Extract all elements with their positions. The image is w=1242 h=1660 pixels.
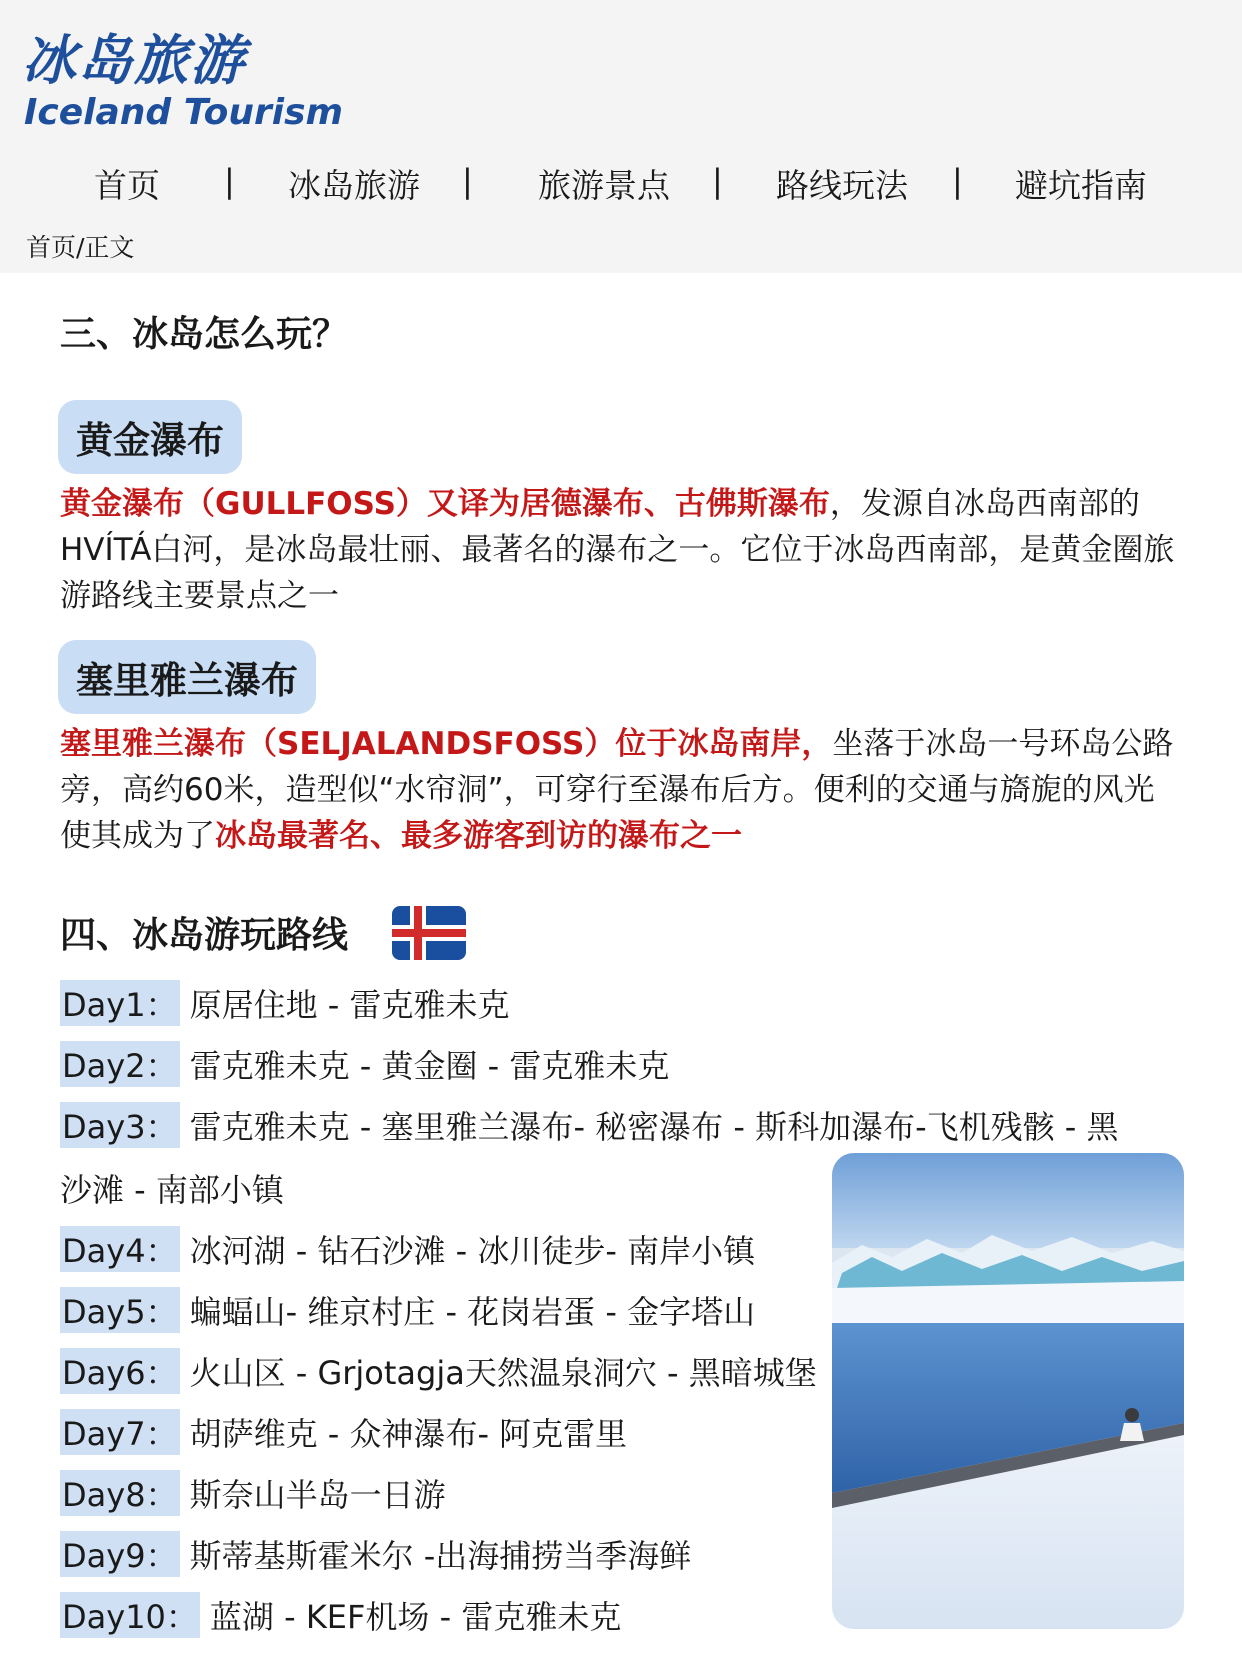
route-day-label: Day9： [60,1531,180,1577]
route-text: 雷克雅未克 - 塞里雅兰瀑布- 秘密瀑布 - 斯科加瀑布-飞机残骸 - 黑 [189,1108,1119,1146]
route-text: 冰河湖 - 钻石沙滩 - 冰川徒步- 南岸小镇 [189,1232,756,1270]
spot-text: ，发源自冰岛西南部的HVÍTÁ白河，是冰岛最壮丽、最著名的瀑布之一。它位于冰岛西南部，是黄金圈旅游路线主要景点之一 [60,486,1175,614]
nav-separator: | [952,162,963,200]
route-item-day5 [60,1287,755,1333]
spot-description-gullfoss [60,481,1185,619]
route-day-label: Day1： [60,980,180,1026]
route-day3-continued: 沙滩 - 南部小镇 [60,1171,284,1209]
route-day-label: Day6： [60,1348,180,1394]
route-day-label: Day2： [60,1041,180,1087]
spot-tag-seljalandsfoss: 塞里雅兰瀑布 [58,640,316,714]
spot-highlight: 黄金瀑布（GULLFOSS）又译为居德瀑布、古佛斯瀑布 [60,486,830,522]
spot-text: 坐落于冰岛一号环岛公路旁，高约60米，造型似“水帘洞”，可穿行至瀑布后方。便利的交通与旖旎的风光使其成为了 [60,726,1174,854]
spot-description-seljalandsfoss [60,721,1185,859]
route-day-label: Day3： [60,1102,180,1148]
nav-separator: | [712,162,723,200]
route-day-label: Day4： [60,1226,180,1272]
spot-highlight: 塞里雅兰瀑布（SELJALANDSFOSS）位于冰岛南岸， [60,726,833,762]
route-day-label: Day5： [60,1287,180,1333]
route-item-day3 [60,1102,1119,1148]
spot-tag-gullfoss: 黄金瀑布 [58,400,242,474]
route-item-day7 [60,1409,627,1455]
route-text: 斯奈山半岛一日游 [189,1476,446,1514]
route-item-day9 [60,1531,691,1577]
route-day-label: Day8： [60,1470,180,1516]
route-item-day4 [60,1226,755,1272]
route-text: 蓝湖 - KEF机场 - 雷克雅未克 [209,1598,622,1636]
route-text: 斯蒂基斯霍米尔 -出海捕捞当季海鲜 [189,1537,692,1575]
route-text: 蝙蝠山- 维京村庄 - 花岗岩蛋 - 金字塔山 [189,1293,756,1331]
route-text: 火山区 - Grjotagja天然温泉洞穴 - 黑暗城堡 [189,1354,817,1392]
section-heading-routes: 四、冰岛游玩路线 [60,915,349,956]
nav-item-routes[interactable]: 路线玩法 [776,166,908,205]
site-header [0,0,1242,273]
route-item-day6 [60,1348,817,1394]
site-title-en[interactable]: Iceland Tourism [24,92,344,133]
breadcrumb[interactable]: 首页/正文 [26,233,135,262]
spot-highlight: 冰岛最著名、最多游客到访的瀑布之一 [215,818,742,854]
route-item-day2 [60,1041,669,1087]
nav-separator: | [224,162,235,200]
route-item-day1 [60,980,509,1026]
site-title-cn[interactable]: 冰岛旅游 [22,29,246,92]
route-item-day10 [60,1592,621,1638]
route-text: 雷克雅未克 - 黄金圈 - 雷克雅未克 [189,1047,670,1085]
nav-item-attractions[interactable]: 旅游景点 [538,166,670,205]
route-item-day8 [60,1470,446,1516]
main-nav [0,160,1242,210]
route-text: 胡萨维克 - 众神瀑布- 阿克雷里 [189,1415,628,1453]
nav-separator: | [462,162,473,200]
iceland-flag-icon [392,906,466,960]
nav-item-guide[interactable]: 避坑指南 [1015,166,1147,205]
route-day-label: Day10： [60,1592,200,1638]
route-text: 原居住地 - 雷克雅未克 [189,986,510,1024]
nav-item-iceland-tourism[interactable]: 冰岛旅游 [288,166,420,205]
route-day-label: Day7： [60,1409,180,1455]
section-heading-how-to-play: 三、冰岛怎么玩？ [60,314,349,355]
glacier-lagoon-photo [832,1153,1184,1629]
nav-item-home[interactable]: 首页 [94,166,160,205]
